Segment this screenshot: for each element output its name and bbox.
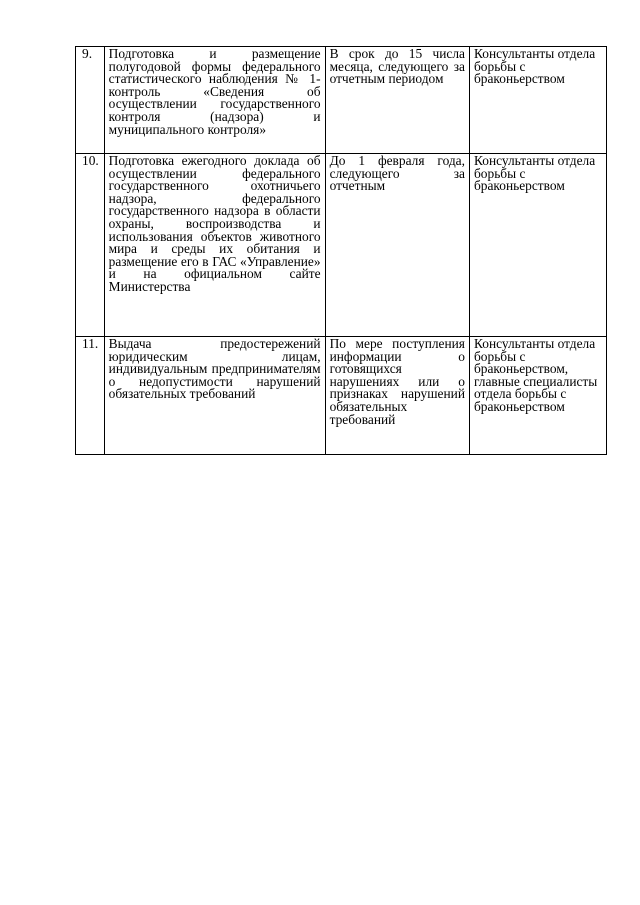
responsible-cell: Консультанты отдела борьбы с браконьерством [469, 47, 606, 154]
row-number: 11. [76, 337, 105, 455]
row-number: 10. [76, 154, 105, 337]
table-row [76, 47, 607, 154]
responsible-cell: Консультанты отдела борьбы с браконьерством, главные специалисты отдела борьбы с браконьерством [469, 337, 606, 455]
deadline-cell: До 1 февраля года, следующего за отчетным [325, 154, 469, 337]
deadline-cell: По мере поступления информации о готовящихся нарушениях или о признаках нарушений обязательных требований [325, 337, 469, 455]
deadline-cell: В срок до 15 числа месяца, следующего за отчетным периодом [325, 47, 469, 154]
table-row [76, 337, 607, 455]
responsible-cell: Консультанты отдела борьбы с браконьерством [469, 154, 606, 337]
task-cell: Подготовка и размещение полугодовой формы федерального статистического наблюдения № 1-контроль «Сведения об осуществлении государственного контроля (надзора) и муниципального контроля» [104, 47, 325, 154]
task-cell: Выдача предостережений юридическим лицам, индивидуальным предпринимателям о недопустимости нарушений обязательных требований [104, 337, 325, 455]
plan-table [75, 46, 607, 455]
row-number: 9. [76, 47, 105, 154]
table-row [76, 154, 607, 337]
task-cell: Подготовка ежегодного доклада об осуществлении федерального государственного охотничьего надзора, федерального государственного надзора в области охраны, воспроизводства и использования объектов животного мира и среды их обитания и размещение его в ГАС «Управление» и на официальном сайте Министерства [104, 154, 325, 337]
